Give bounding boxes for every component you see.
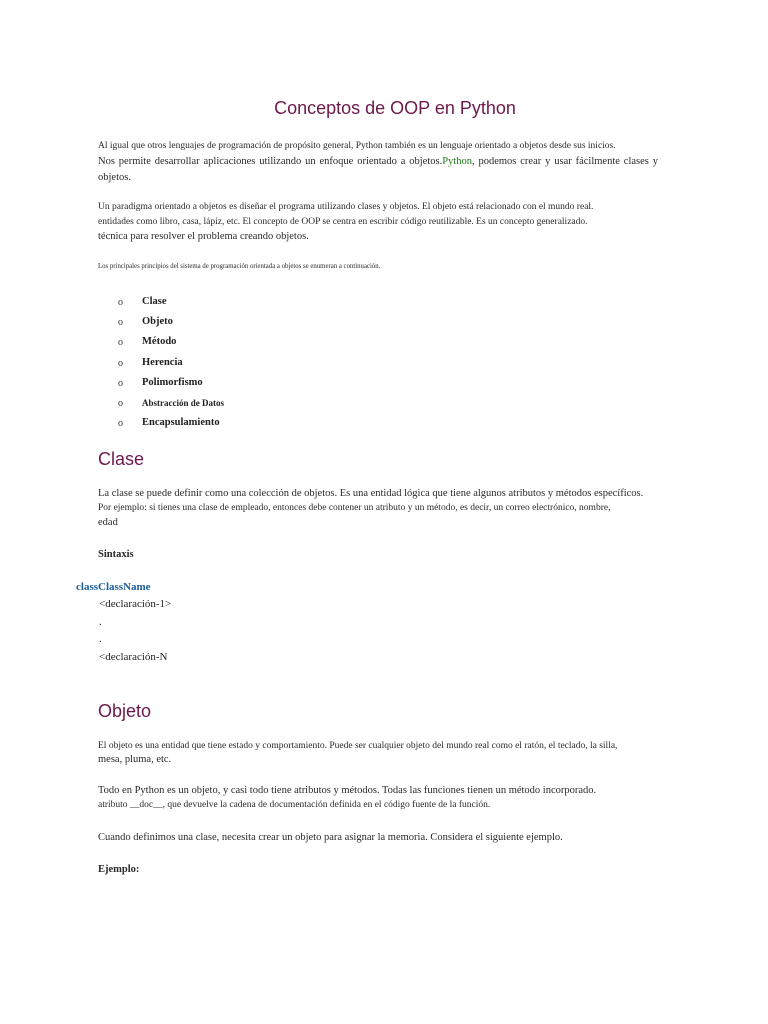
syntax-label: Sintaxis bbox=[98, 549, 134, 560]
code-line: . bbox=[99, 633, 102, 645]
principle-label: Método bbox=[142, 336, 177, 348]
principles-intro: Los principales principios del sistema de programación orientada a objetos se enumeran a continuación. bbox=[98, 263, 381, 270]
list-item bbox=[118, 416, 224, 436]
objeto-p1-line-2: mesa, pluma, etc. bbox=[98, 754, 172, 765]
list-item bbox=[118, 315, 224, 335]
principle-label: Herencia bbox=[142, 356, 183, 368]
section-heading-objeto: Objeto bbox=[98, 701, 152, 721]
bullet-icon: o bbox=[118, 297, 123, 308]
paradigm-line-3: técnica para resolver el problema creando objetos. bbox=[98, 231, 309, 242]
paradigm-line-2: entidades como libro, casa, lápiz, etc. El concepto de OOP se centra en escribir código reutilizable. Es un concepto generalizado. bbox=[98, 217, 588, 227]
objeto-p1-line-1: El objeto es una entidad que tiene estado y comportamiento. Puede ser cualquier objeto del mundo real como el ratón, el teclado, la silla, bbox=[98, 741, 618, 751]
list-item bbox=[118, 295, 224, 315]
bullet-icon: o bbox=[118, 377, 123, 389]
clase-line-1: La clase se puede definir como una colección de objetos. Es una entidad lógica que tiene algunos atributos y métodos específicos. bbox=[98, 488, 644, 499]
code-class-keyword: classClassName bbox=[76, 581, 151, 593]
principles-list bbox=[118, 295, 224, 436]
principle-label: Encapsulamiento bbox=[142, 417, 220, 429]
paradigm-line-1: Un paradigma orientado a objetos es diseñar el programa utilizando clases y objetos. El objeto está relacionado con el mundo real. bbox=[98, 202, 594, 212]
objeto-p3: Cuando definimos una clase, necesita crear un objeto para asignar la memoria. Considera el siguiente ejemplo. bbox=[98, 832, 563, 843]
objeto-p2-line-1: Todo en Python es un objeto, y casi todo tiene atributos y métodos. Todas las funciones tienen un método incorporado. bbox=[98, 785, 597, 796]
section-heading-clase: Clase bbox=[98, 449, 145, 469]
list-item bbox=[118, 396, 224, 416]
principle-label: Polimorfismo bbox=[142, 376, 203, 388]
code-line: . bbox=[99, 616, 102, 628]
clase-line-3: edad bbox=[98, 517, 118, 528]
intro-line-1: Al igual que otros lenguajes de programación de propósito general, Python también es un lenguaje orientado a objetos desde sus inicios. bbox=[98, 141, 616, 151]
page-title: Conceptos de OOP en Python bbox=[274, 98, 516, 118]
code-line: <declaración-N bbox=[99, 651, 168, 663]
python-link[interactable]: Python bbox=[442, 156, 472, 167]
list-item bbox=[118, 356, 224, 376]
clase-line-2: Por ejemplo: si tienes una clase de empleado, entonces debe contener un atributo y un método, es decir, un correo electrónico, nombre, bbox=[98, 503, 611, 513]
list-item bbox=[118, 376, 224, 396]
bullet-icon: o bbox=[118, 317, 123, 329]
principle-label: Clase bbox=[142, 296, 167, 307]
principle-label: Abstracción de Datos bbox=[142, 397, 224, 408]
intro-line-2-pre: Nos permite desarrollar aplicaciones utilizando un enfoque orientado a objetos. bbox=[98, 156, 443, 167]
bullet-icon: o bbox=[118, 418, 123, 430]
intro-line-2-post: , podemos crear y usar fácilmente clases y objetos. bbox=[98, 156, 658, 183]
list-item bbox=[118, 335, 224, 355]
objeto-p2-line-2: atributo __doc__, que devuelve la cadena de documentación definida en el código fuente de la función. bbox=[98, 800, 491, 810]
principle-label: Objeto bbox=[142, 316, 173, 328]
code-line: <declaración-1> bbox=[99, 598, 172, 610]
bullet-icon: o bbox=[118, 397, 123, 409]
example-label: Ejemplo: bbox=[98, 864, 140, 875]
intro-paragraph bbox=[98, 154, 658, 186]
bullet-icon: o bbox=[118, 357, 123, 369]
bullet-icon: o bbox=[118, 337, 123, 349]
